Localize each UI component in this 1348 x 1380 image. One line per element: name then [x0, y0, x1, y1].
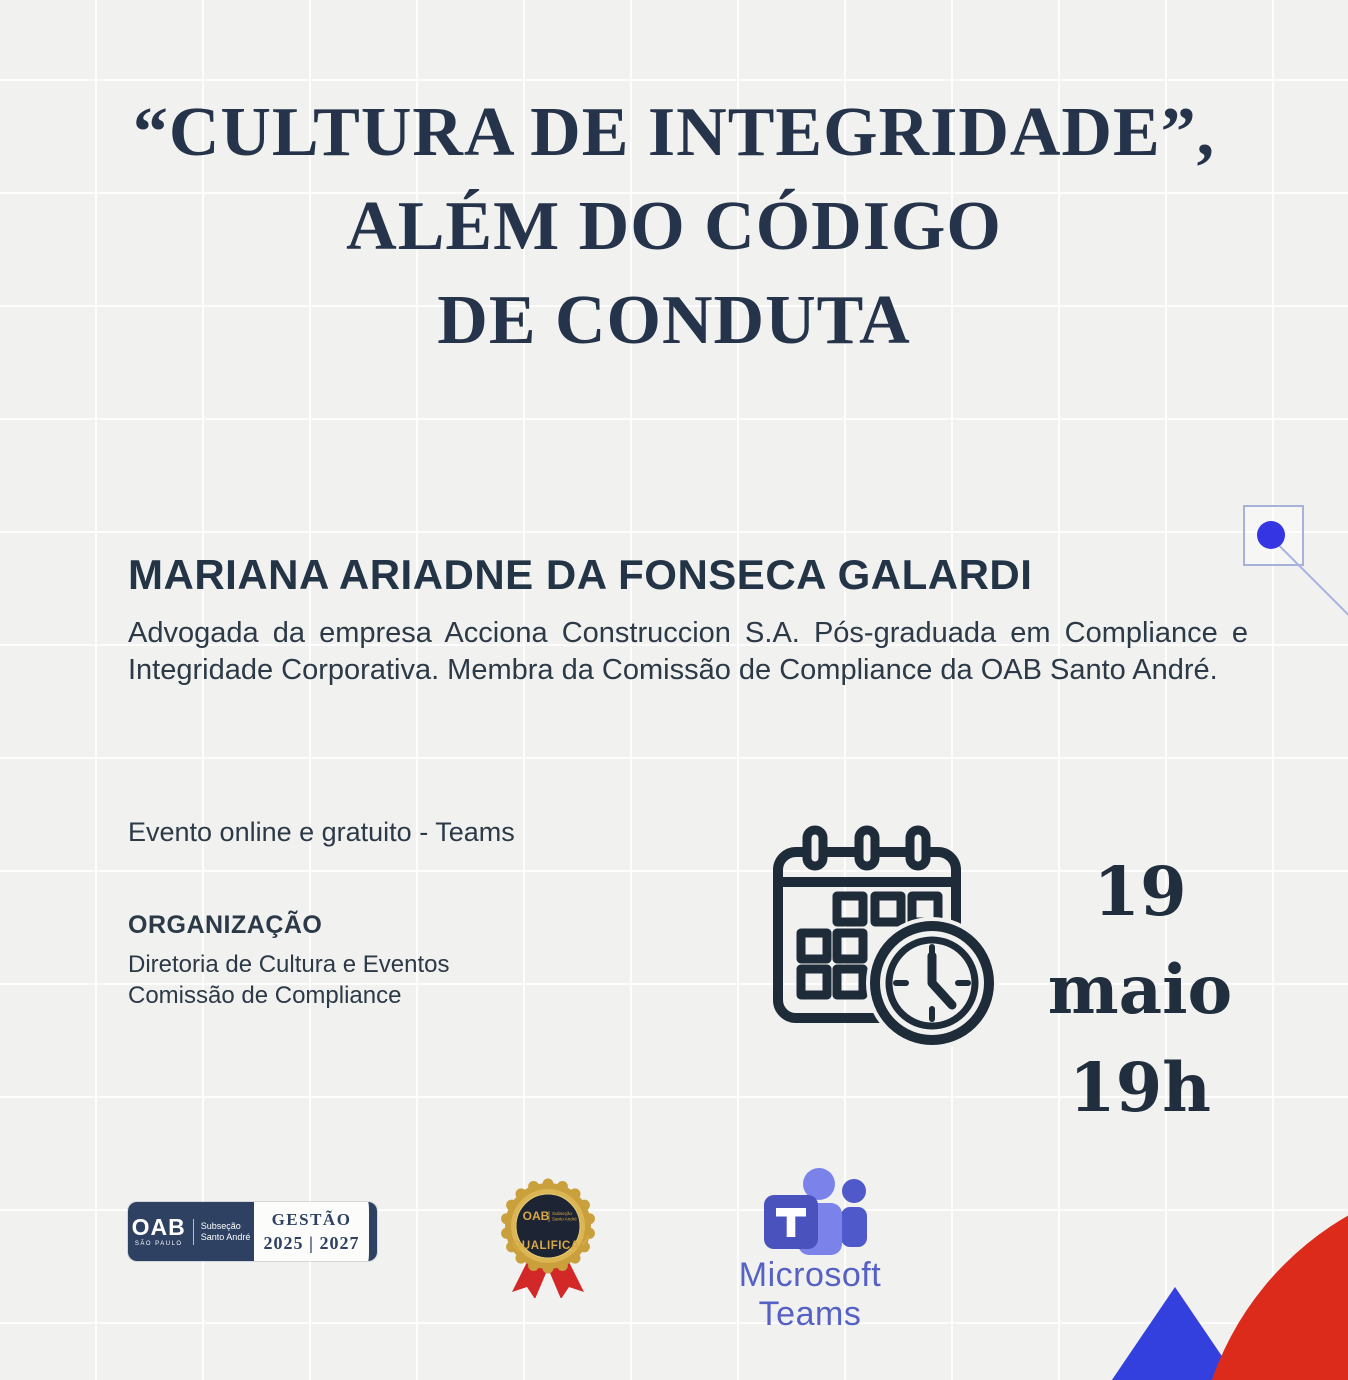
speaker-bio-line2: Integridade Corporativa. Membra da Comissão de Compliance da OAB Santo André.	[128, 654, 1218, 686]
oab-logo-navy-panel	[128, 1202, 254, 1261]
qualifica-subsection-line2: Santo André	[552, 1216, 577, 1222]
speaker-name: MARIANA ARIADNE DA FONSECA GALARDI	[128, 551, 1033, 598]
diagonal-line-decoration	[1270, 536, 1348, 617]
organization-line: Diretoria de Cultura e Eventos	[128, 951, 450, 978]
organization-heading: ORGANIZAÇÃO	[128, 911, 323, 939]
date-time-block	[990, 843, 1290, 1137]
event-date: 19 maio	[1047, 852, 1233, 1029]
oab-subsection: Subseção Santo André	[200, 1220, 251, 1242]
qualifica-subsection-line1: Subseção	[552, 1211, 573, 1216]
oab-divider	[193, 1219, 194, 1245]
event-title	[0, 86, 1348, 368]
speaker-bio-line1: Advogada da empresa Acciona Construccion S.A. Pós-graduada em Compliance e	[128, 617, 1248, 649]
qualifica-seal-icon	[492, 1170, 604, 1303]
oab-region: SÃO PAULO	[134, 1241, 183, 1247]
speaker-bio	[128, 615, 1248, 689]
organization-line: Comissão de Compliance	[128, 982, 402, 1009]
organization-section	[128, 911, 450, 1011]
event-format-note: Evento online e gratuito - Teams	[128, 817, 515, 847]
microsoft-teams-icon	[762, 1167, 867, 1264]
qualifica-oab-acronym: OAB	[522, 1209, 550, 1223]
gestao-label: GESTÃO	[271, 1209, 352, 1229]
qualifica-label: QUALIFICA	[512, 1240, 580, 1252]
blue-dot-decoration	[1257, 521, 1285, 549]
oab-acronym: OAB	[131, 1214, 186, 1240]
oab-gestao-panel	[254, 1202, 377, 1261]
event-time: 19h	[1069, 1048, 1211, 1127]
event-title-line1: “CULTURA DE INTEGRIDADE”,	[132, 94, 1216, 171]
speaker-section	[128, 551, 1248, 689]
red-circle-decoration	[1195, 1175, 1348, 1380]
oab-mark	[132, 1216, 186, 1247]
microsoft-teams-wordmark: Microsoft Teams	[738, 1256, 882, 1333]
event-title-line2: ALÉM DO CÓDIGO	[346, 188, 1002, 265]
gestao-years: 2025 | 2027	[263, 1232, 360, 1253]
calendar-clock-icon	[768, 824, 998, 1059]
oab-santo-andre-logo	[128, 1202, 377, 1261]
event-title-line3: DE CONDUTA	[437, 282, 911, 359]
